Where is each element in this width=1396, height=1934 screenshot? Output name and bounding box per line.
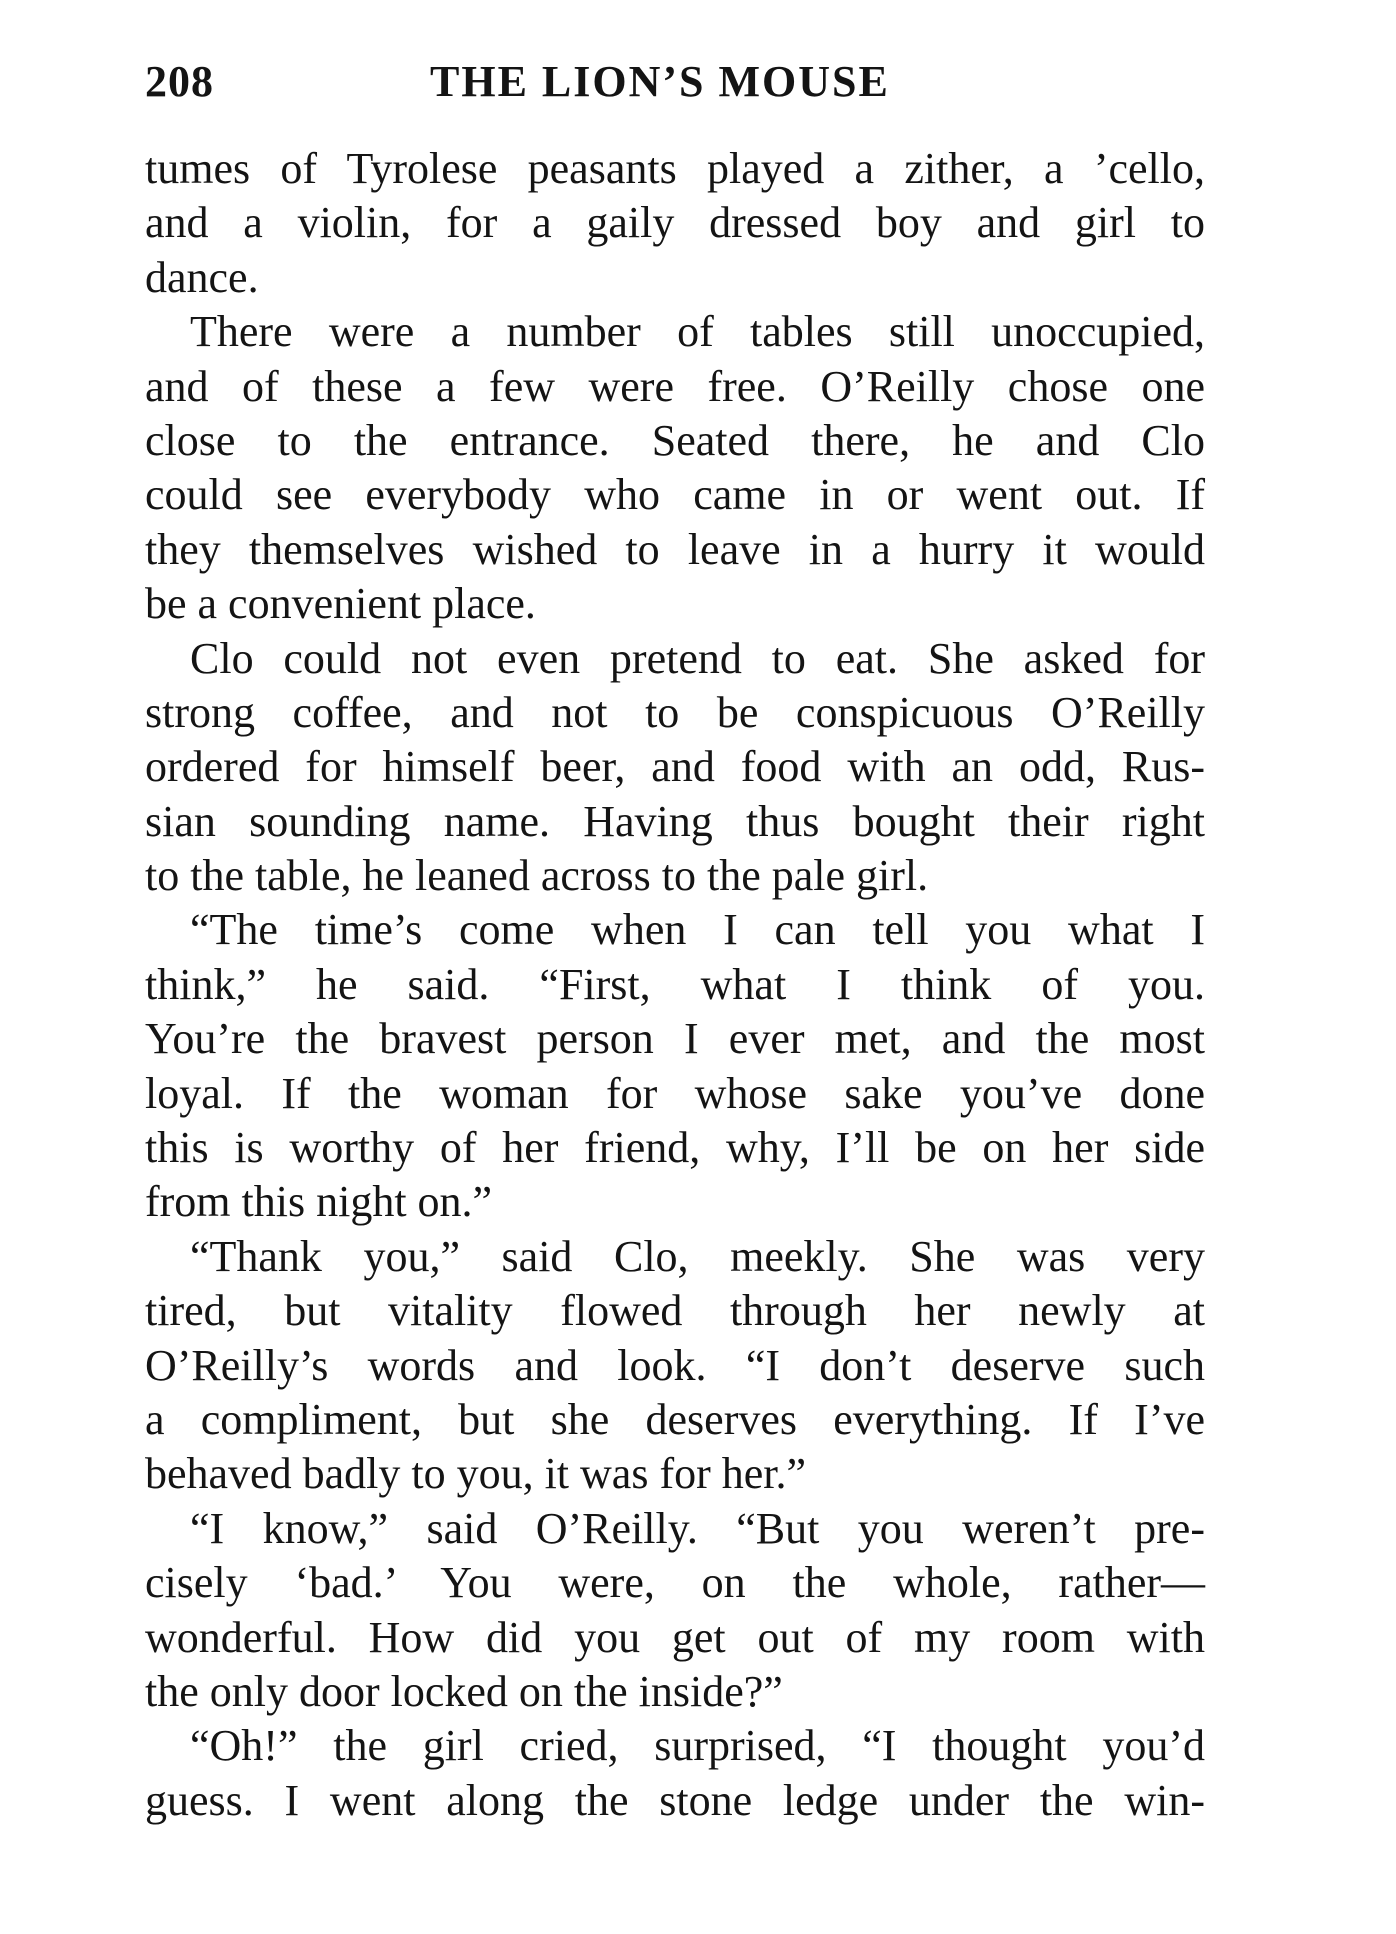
text-line: close to the entrance. Seated there, he and Clo: [145, 415, 1205, 465]
text-line: a compliment, but she deserves everything. If I’ve: [145, 1394, 1205, 1444]
text-line: guess. I went along the stone ledge under the win-: [145, 1775, 1205, 1825]
text-line: “Oh!” the girl cried, surprised, “I thought you’d: [190, 1721, 1205, 1771]
text-line: be a convenient place.: [145, 579, 536, 629]
text-line: and of these a few were free. O’Reilly chose one: [145, 361, 1205, 411]
text-line: tumes of Tyrolese peasants played a zither, a ’cello,: [145, 144, 1205, 193]
text-line: sian sounding name. Having thus bought their right: [145, 796, 1205, 846]
text-line: ordered for himself beer, and food with an odd, Rus-: [145, 742, 1205, 792]
text-line: There were a number of tables still unoccupied,: [190, 307, 1205, 357]
text-line: this is worthy of her friend, why, I’ll be on her side: [145, 1123, 1205, 1173]
body-text: [145, 142, 1205, 1828]
text-line: “I know,” said O’Reilly. “But you weren’t pre-: [190, 1503, 1205, 1553]
text-line: dance.: [145, 252, 259, 302]
text-line: You’re the bravest person I ever met, and the most: [145, 1014, 1205, 1064]
page-number: 208: [145, 57, 214, 106]
text-line: and a violin, for a gaily dressed boy and girl to: [145, 198, 1205, 248]
text-line: they themselves wished to leave in a hurry it would: [145, 524, 1205, 574]
text-line: the only door locked on the inside?”: [145, 1666, 783, 1716]
text-line: from this night on.”: [145, 1177, 493, 1227]
text-line: “Thank you,” said Clo, meekly. She was very: [190, 1231, 1205, 1281]
text-line: could see everybody who came in or went out. If: [145, 470, 1205, 520]
text-line: strong coffee, and not to be conspicuous O’Reilly: [145, 687, 1205, 737]
text-line: loyal. If the woman for whose sake you’ve done: [145, 1068, 1205, 1118]
text-line: wonderful. How did you get out of my room with: [145, 1612, 1205, 1662]
page-header: [145, 56, 1205, 116]
text-line: Clo could not even pretend to eat. She asked for: [190, 633, 1205, 683]
text-line: to the table, he leaned across to the pale girl.: [145, 851, 929, 901]
text-line: tired, but vitality flowed through her newly at: [145, 1286, 1205, 1336]
text-line: think,” he said. “First, what I think of you.: [145, 959, 1205, 1009]
text-line: cisely ‘bad.’ You were, on the whole, rather—: [145, 1558, 1205, 1608]
text-line: behaved badly to you, it was for her.”: [145, 1449, 807, 1499]
text-line: O’Reilly’s words and look. “I don’t deserve such: [145, 1340, 1205, 1390]
running-title: THE LION’S MOUSE: [430, 57, 890, 106]
text-line: “The time’s come when I can tell you what I: [190, 905, 1205, 955]
